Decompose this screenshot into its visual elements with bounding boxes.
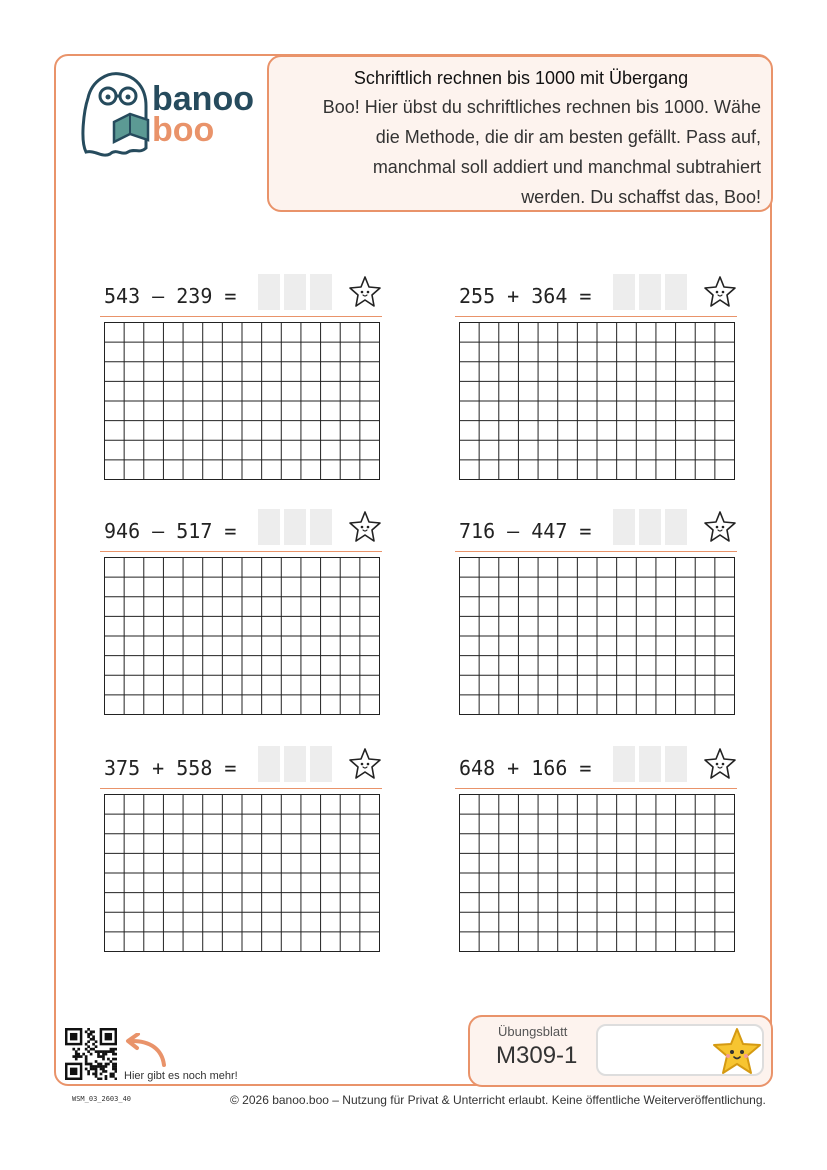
instructions-line: die Methode, die dir am besten gefällt. Pass auf, [375, 127, 761, 147]
answer-digit-box[interactable] [310, 274, 332, 310]
qr-code-icon[interactable] [65, 1028, 117, 1080]
answer-boxes[interactable] [258, 746, 332, 782]
answer-boxes[interactable] [613, 509, 687, 545]
math-grid[interactable] [104, 794, 380, 952]
star-face-icon [703, 275, 737, 309]
answer-digit-box[interactable] [613, 746, 635, 782]
answer-digit-box[interactable] [613, 509, 635, 545]
answer-boxes[interactable] [258, 274, 332, 310]
math-grid[interactable] [459, 322, 735, 480]
answer-digit-box[interactable] [639, 746, 661, 782]
answer-digit-box[interactable] [665, 509, 687, 545]
answer-boxes[interactable] [258, 509, 332, 545]
brand-line2: boo [152, 111, 215, 149]
answer-digit-box[interactable] [258, 509, 280, 545]
instructions-line: manchmal soll addiert und manchmal subtrahiert [372, 157, 761, 177]
instructions-title: Schriftlich rechnen bis 1000 mit Übergang [353, 68, 689, 88]
task-equation: 375 + 558 = [104, 756, 237, 780]
math-grid[interactable] [459, 794, 735, 952]
answer-digit-box[interactable] [284, 274, 306, 310]
task-equation: 946 – 517 = [104, 519, 237, 543]
answer-digit-box[interactable] [258, 274, 280, 310]
instructions-line: Boo! Hier übst du schriftliches rechnen bis 1000. Wähe [322, 97, 761, 117]
answer-digit-box[interactable] [284, 746, 306, 782]
answer-digit-box[interactable] [310, 746, 332, 782]
curved-arrow-icon [122, 1033, 170, 1069]
instructions-box [267, 55, 773, 212]
task-card [455, 274, 745, 484]
divider-line [100, 788, 382, 789]
divider-line [455, 788, 737, 789]
task-card [100, 274, 390, 484]
star-face-icon [703, 510, 737, 544]
document-code: WSM_03_2603_40 [72, 1095, 132, 1103]
task-equation: 543 – 239 = [104, 284, 237, 308]
star-face-icon [348, 275, 382, 309]
answer-boxes[interactable] [613, 746, 687, 782]
instructions-body [281, 92, 761, 212]
answer-digit-box[interactable] [665, 746, 687, 782]
math-grid[interactable] [459, 557, 735, 715]
task-card [100, 746, 390, 956]
star-face-icon [710, 1026, 764, 1076]
star-face-icon [348, 747, 382, 781]
answer-digit-box[interactable] [639, 274, 661, 310]
instructions-line: werden. Du schaffst das, Boo! [521, 187, 761, 207]
answer-digit-box[interactable] [613, 274, 635, 310]
answer-boxes[interactable] [613, 274, 687, 310]
divider-line [100, 316, 382, 317]
math-grid[interactable] [104, 557, 380, 715]
task-card [100, 509, 390, 719]
answer-digit-box[interactable] [284, 509, 306, 545]
sheet-label: Übungsblatt [498, 1024, 568, 1039]
brand-wordmark [152, 80, 254, 149]
sheet-code: M309-1 [496, 1042, 578, 1069]
answer-digit-box[interactable] [310, 509, 332, 545]
task-equation: 716 – 447 = [459, 519, 592, 543]
task-card [455, 509, 745, 719]
divider-line [100, 551, 382, 552]
qr-caption: Hier gibt es noch mehr! [124, 1070, 238, 1082]
answer-digit-box[interactable] [639, 509, 661, 545]
task-equation: 648 + 166 = [459, 756, 592, 780]
star-face-icon [703, 747, 737, 781]
math-grid[interactable] [104, 322, 380, 480]
divider-line [455, 316, 737, 317]
brand-line1: banoo [152, 80, 254, 118]
divider-line [455, 551, 737, 552]
task-card [455, 746, 745, 956]
task-equation: 255 + 364 = [459, 284, 592, 308]
star-face-icon [348, 510, 382, 544]
copyright-text: © 2026 banoo.boo – Nutzung für Privat & Unterricht erlaubt. Keine öffentliche Weiterveröffentlichung. [230, 1093, 766, 1107]
answer-digit-box[interactable] [665, 274, 687, 310]
answer-digit-box[interactable] [258, 746, 280, 782]
